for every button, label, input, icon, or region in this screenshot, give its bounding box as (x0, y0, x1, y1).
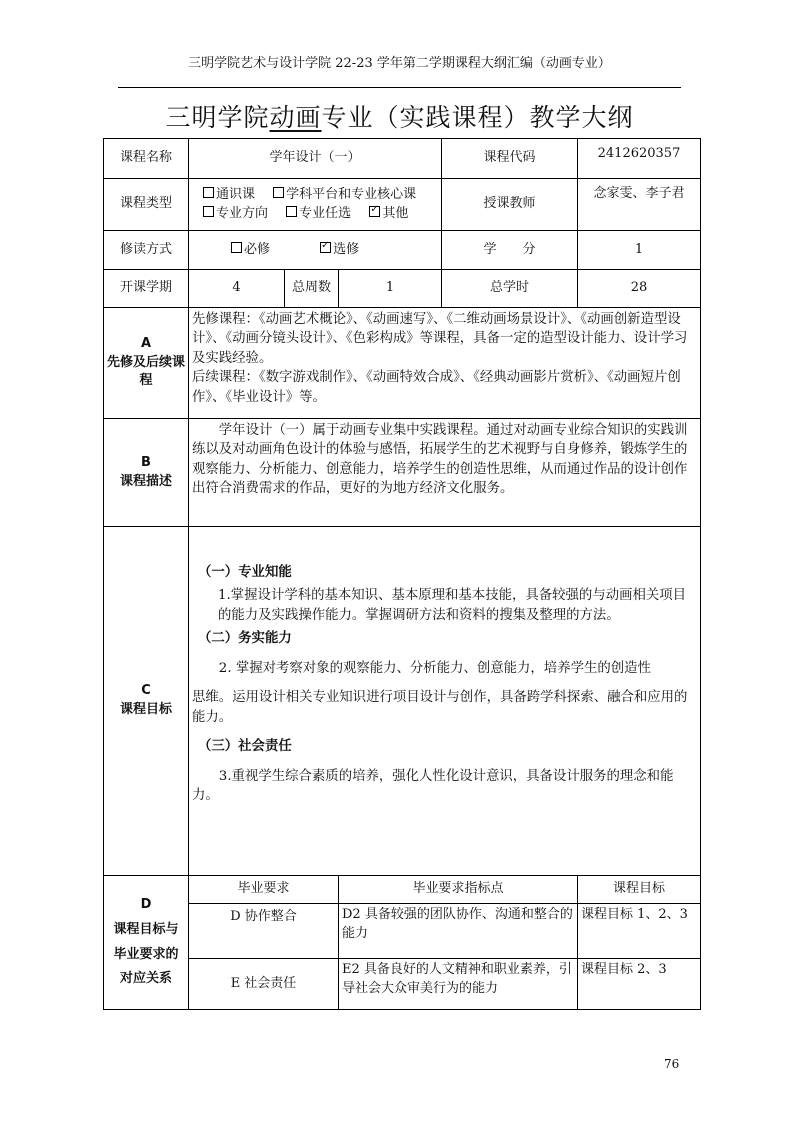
course-type-row-1 (203, 186, 438, 205)
total-hours-value: 28 (578, 270, 701, 308)
checkbox-optional[interactable] (320, 242, 331, 253)
goal-heading-1: （一）专业知能 (198, 565, 292, 580)
course-type-options (189, 179, 442, 231)
requirement-cell: D 协作整合 (189, 904, 339, 959)
goal-text-2b: 思维。运用设计相关专业知识进行项目设计与创作，具备跨学科探索、融合和应用的能力。 (192, 690, 688, 725)
total-weeks-value: 1 (339, 270, 442, 308)
option-general[interactable]: 通识课 (203, 187, 255, 202)
course-name-label: 课程名称 (104, 139, 189, 179)
title-suffix: 专业（实践课程）教学大纲 (321, 103, 634, 132)
option-core[interactable]: 学科平台和专业核心课 (273, 187, 416, 202)
course-code-value: 2412620357 (578, 139, 701, 179)
header-course-goal: 课程目标 (578, 876, 701, 904)
checkbox-core[interactable] (273, 187, 284, 198)
syllabus-table (103, 138, 701, 1010)
section-a-label: A 先修及后续课程 (104, 308, 189, 419)
row-study-mode (104, 231, 701, 270)
total-weeks-label: 总周数 (285, 270, 339, 308)
option-elective[interactable]: 专业任选 (286, 206, 351, 221)
checkbox-elective[interactable] (286, 206, 297, 217)
section-a-content (189, 308, 701, 419)
checkbox-direction[interactable] (203, 206, 214, 217)
goal-cell: 课程目标 2、3 (578, 959, 701, 1010)
study-mode-label: 修读方式 (104, 231, 189, 270)
option-direction[interactable]: 专业方向 (203, 206, 268, 221)
section-b-label: B 课程描述 (104, 419, 189, 527)
row-section-d-header (104, 876, 701, 904)
course-description: 学年设计（一）属于动画专业集中实践课程。通过对动画专业综合知识的实践训练以及对动画角色设计的体验与感悟，拓展学生的艺术视野与自身修养，锻炼学生的观察能力、分析能力、创意能力，培养学生的创造性思维，从而通过作品的设计创作出符合消费需求的作品，更好的为地方经济文化服务。 (192, 423, 688, 497)
goal-heading-2: （二）务实能力 (198, 631, 292, 647)
course-type-row-2 (203, 205, 438, 224)
header-requirement: 毕业要求 (189, 876, 339, 904)
goal-text-1: 1.掌握设计学科的基本知识、基本原理和基本技能，具备较强的与动画相关项目的能力及实践操作能力。掌握调研方法和资料的搜集及整理的方法。 (218, 588, 687, 623)
section-d-label: D 课程目标与毕业要求的对应关系 (104, 876, 189, 1010)
checkbox-required[interactable] (231, 242, 242, 253)
option-required[interactable]: 必修 (231, 242, 270, 257)
option-other[interactable]: ✓ 其他 (369, 206, 408, 221)
credits-value: 1 (578, 231, 701, 270)
section-c-label: C 课程目标 (104, 527, 189, 876)
table-row (104, 904, 701, 959)
document-title (0, 98, 799, 134)
prerequisite-text: 先修课程：《动画艺术概论》、《动画速写》、《二维动画场景设计》、《动画创新造型设计》、《动画分镜头设计》、《色彩构成》等课程，具备一定的造型设计能力、设计学习及实践经验。 (192, 312, 688, 366)
indicator-cell: E2 具备良好的人文精神和职业素养，引导社会大众审美行为的能力 (339, 959, 578, 1010)
goal-text-2a: 2. 掌握对考察对象的观察能力、分析能力、创意能力，培养学生的创造性 (218, 660, 651, 676)
row-section-a (104, 308, 701, 419)
title-major: 动画 (269, 103, 322, 132)
teacher-label: 授课教师 (442, 179, 578, 231)
header-rule (118, 87, 681, 88)
table-row (104, 959, 701, 1010)
checkbox-other[interactable] (369, 206, 380, 217)
title-prefix: 三明学院 (165, 103, 270, 132)
row-section-b (104, 419, 701, 527)
total-hours-label: 总学时 (442, 270, 578, 308)
indicator-cell: D2 具备较强的团队协作、沟通和整合的能力 (339, 904, 578, 959)
teacher-value: 念家雯、李子君 (578, 179, 701, 231)
row-semester (104, 270, 701, 308)
follow-up-text: 后续课程：《数字游戏制作》、《动画特效合成》、《经典动画影片赏析》、《动画短片创作》、《毕业设计》等。 (192, 370, 681, 405)
requirement-cell: E 社会责任 (189, 959, 339, 1010)
credits-label: 学 分 (442, 231, 578, 270)
row-section-c (104, 527, 701, 876)
goal-cell: 课程目标 1、2、3 (578, 904, 701, 959)
course-name-value: 学年设计（一） (189, 139, 442, 179)
header-indicator: 毕业要求指标点 (339, 876, 578, 904)
checkbox-general[interactable] (203, 187, 214, 198)
row-course-type (104, 179, 701, 231)
section-c-content (189, 527, 701, 876)
semester-label: 开课学期 (104, 270, 189, 308)
study-mode-options (189, 231, 442, 270)
course-type-label: 课程类型 (104, 179, 189, 231)
section-b-content (189, 419, 701, 527)
running-header: 三明学院艺术与设计学院 22-23 学年第二学期课程大纲汇编（动画专业） (188, 56, 611, 71)
page-number: 76 (664, 1057, 680, 1071)
goal-text-3: 3.重视学生综合素质的培养，强化人性化设计意识，具备设计服务的理念和能力。 (192, 768, 674, 803)
goal-heading-3: （三）社会责任 (198, 739, 292, 755)
option-optional[interactable]: ✓ 选修 (320, 242, 359, 257)
row-course-name (104, 139, 701, 179)
semester-value: 4 (189, 270, 285, 308)
course-code-label: 课程代码 (442, 139, 578, 179)
